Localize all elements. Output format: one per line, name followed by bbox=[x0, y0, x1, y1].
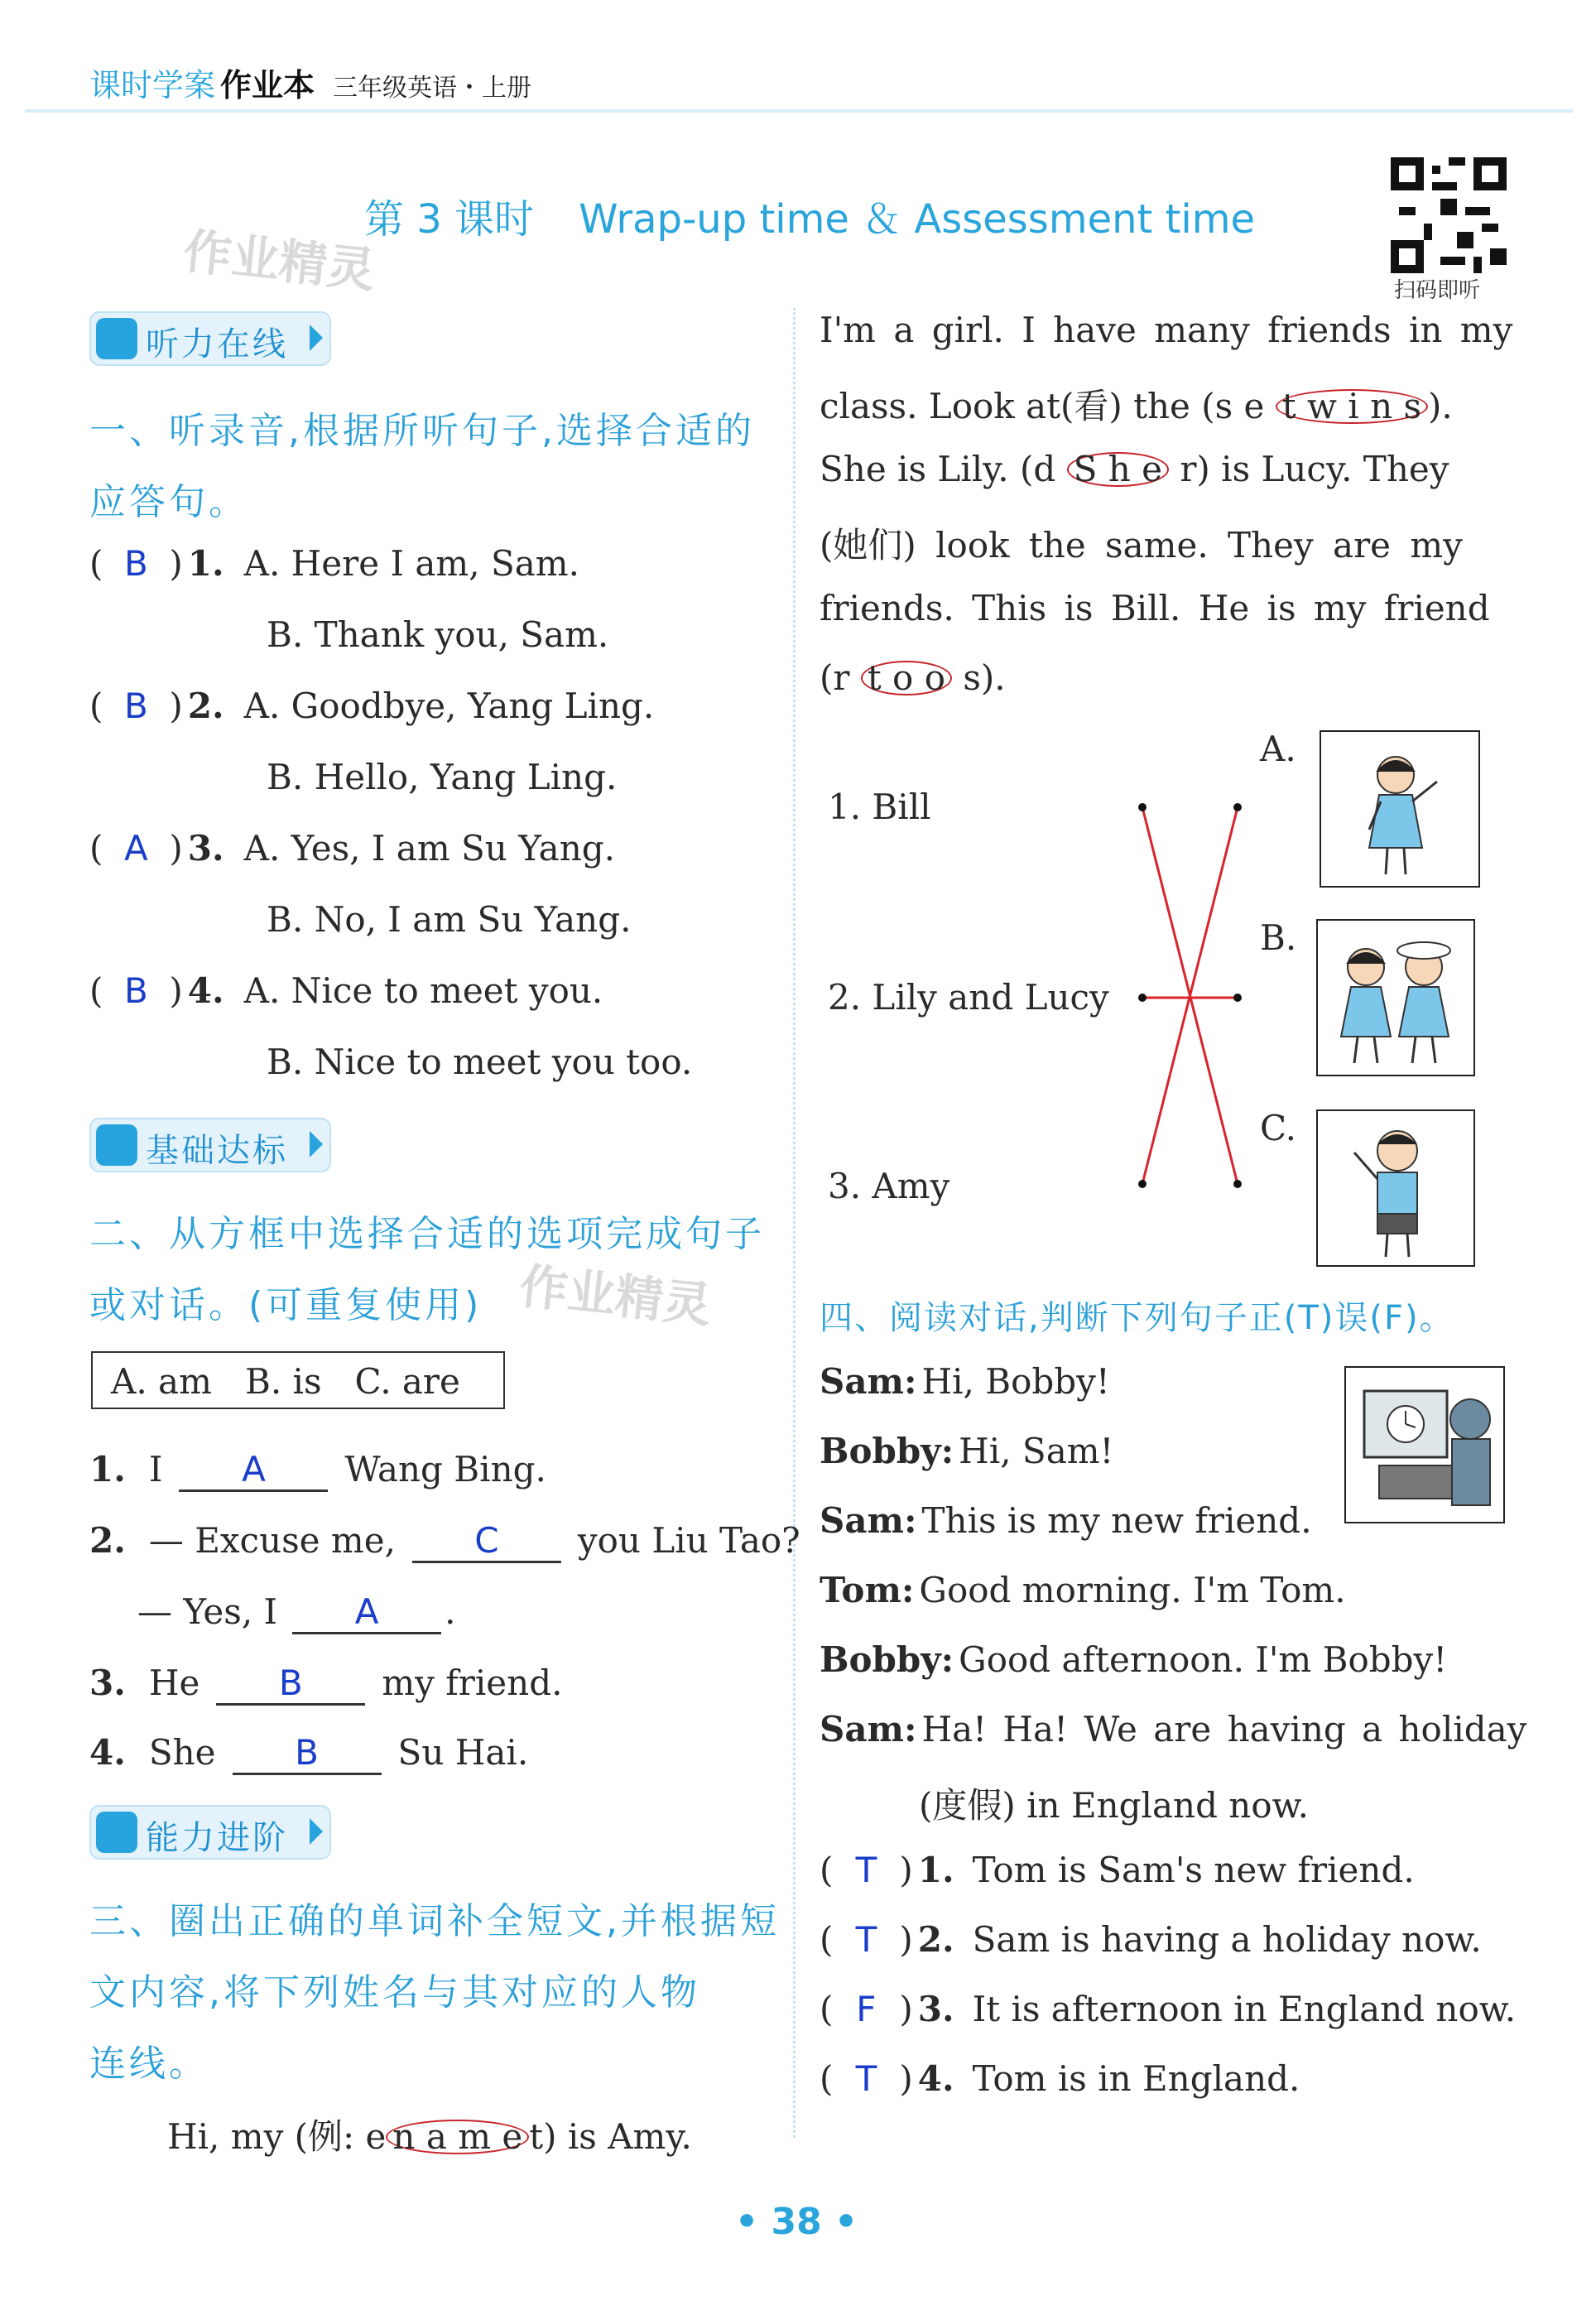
s4-item-2: ( T ) 2. Sam is having a holiday now. bbox=[820, 1919, 1482, 1960]
s2-q2b-post: . bbox=[445, 1591, 456, 1632]
s4-answer-2[interactable]: T bbox=[855, 1919, 877, 1960]
speech-1: Hi, Bobby! bbox=[921, 1361, 1110, 1402]
s1-num-1: 1. bbox=[187, 543, 224, 584]
s1-opt-b-1: B. Thank you, Sam. bbox=[267, 614, 609, 655]
s1-answer-2[interactable]: B bbox=[123, 686, 148, 726]
s1-item-1: ( B ) 1. A. Here I am, Sam. bbox=[89, 543, 579, 584]
dot-right: • bbox=[821, 2201, 858, 2243]
match-name-3: 3. Amy bbox=[828, 1166, 950, 1206]
s1-title-2: 应答句。 bbox=[89, 481, 248, 523]
brand-blue: 课时学案 bbox=[89, 67, 216, 103]
s2-q4-num: 4. bbox=[89, 1732, 126, 1773]
s1-opt-b-2: B. Hello, Yang Ling. bbox=[267, 757, 618, 797]
s4-num-2: 2. bbox=[917, 1919, 954, 1960]
speaker-2: Bobby: bbox=[820, 1431, 954, 1471]
picture-boy-bill bbox=[1316, 1109, 1475, 1267]
badge-advance-label: 能力进阶 bbox=[146, 1819, 288, 1857]
s2-q1 bbox=[89, 1449, 546, 1492]
s2-q2 bbox=[89, 1520, 800, 1563]
s1-opt-b-4: B. Nice to meet you too. bbox=[267, 1042, 693, 1082]
s2-q2-num: 2. bbox=[89, 1520, 126, 1561]
s2-q4-blank[interactable]: B bbox=[233, 1732, 382, 1775]
dot-left: • bbox=[735, 2201, 772, 2243]
s2-q2b-blank[interactable]: A bbox=[292, 1591, 441, 1634]
s3-title-2: 文内容,将下列姓名与其对应的人物 bbox=[89, 1971, 700, 2014]
s2-q1-blank[interactable]: A bbox=[179, 1449, 328, 1492]
s1-opt-a-3: A. Yes, I am Su Yang. bbox=[243, 828, 615, 869]
s1-opt-a-2: A. Goodbye, Yang Ling. bbox=[243, 686, 655, 726]
s3-r2-pre: class. Look at(看) the (s e bbox=[820, 386, 1276, 426]
s4-item-1: ( T ) 1. Tom is Sam's new friend. bbox=[820, 1850, 1415, 1890]
s4-num-1: 1. bbox=[917, 1850, 954, 1890]
match-option-c: C. bbox=[1260, 1108, 1296, 1148]
header-brand bbox=[89, 60, 531, 105]
s2-q4-pre: She bbox=[148, 1732, 216, 1773]
s2-q2-post: you Liu Tao? bbox=[577, 1520, 800, 1561]
picture-twins-lily-lucy bbox=[1316, 919, 1475, 1076]
s1-num-4: 4. bbox=[187, 970, 224, 1011]
dialog-line-2 bbox=[820, 1431, 1113, 1471]
s3-title-3: 连线。 bbox=[89, 2043, 209, 2085]
dialog-line-5 bbox=[820, 1639, 1447, 1680]
s3-r6-post: s). bbox=[951, 657, 1006, 698]
s2-q3-pre: He bbox=[148, 1663, 200, 1703]
s4-item-4: ( T ) 4. Tom is in England. bbox=[820, 2058, 1300, 2099]
lesson-name: Wrap-up time ＆ Assessment time bbox=[579, 196, 1256, 243]
s2-q4-post: Su Hai. bbox=[397, 1732, 529, 1773]
matching-lines[interactable] bbox=[1126, 795, 1258, 1192]
speaker-3: Sam: bbox=[820, 1500, 917, 1541]
s1-item-4: ( B ) 4. A. Nice to meet you. bbox=[89, 970, 603, 1011]
s3-passage-line-5: friends. This is Bill. He is my friend bbox=[820, 588, 1490, 628]
s3-passage-line-1: I'm a girl. I have many friends in my bbox=[820, 310, 1513, 350]
speech-5: Good afternoon. I'm Bobby! bbox=[959, 1639, 1448, 1680]
s1-num-3: 3. bbox=[187, 828, 224, 869]
watermark: 作业精灵 bbox=[180, 223, 378, 299]
s3-r3-post: r) is Lucy. They bbox=[1168, 449, 1449, 489]
speaker-6: Sam: bbox=[820, 1709, 917, 1749]
gear-icon bbox=[96, 1124, 137, 1166]
subject-label: 三年级英语・上册 bbox=[333, 74, 532, 103]
s3-r2-post: ). bbox=[1428, 386, 1453, 426]
s2-q1-num: 1. bbox=[89, 1449, 126, 1489]
s4-answer-4[interactable]: T bbox=[855, 2058, 877, 2099]
page-number-value: 38 bbox=[771, 2201, 822, 2243]
badge-advance bbox=[89, 1805, 331, 1860]
s2-q3-blank[interactable]: B bbox=[216, 1663, 365, 1706]
speaker-4: Tom: bbox=[820, 1570, 915, 1610]
s4-text-4: Tom is in England. bbox=[972, 2058, 1300, 2099]
s1-opt-a-1: A. Here I am, Sam. bbox=[243, 543, 579, 584]
s4-item-3: ( F ) 3. It is afternoon in England now. bbox=[820, 1989, 1517, 2029]
speech-6: Ha! Ha! We are having a holiday bbox=[921, 1709, 1527, 1749]
speaker-5: Bobby: bbox=[820, 1639, 954, 1680]
badge-basic bbox=[89, 1118, 331, 1172]
s4-text-1: Tom is Sam's new friend. bbox=[972, 1850, 1415, 1890]
match-option-b: B. bbox=[1260, 917, 1297, 958]
badge-basic-label: 基础达标 bbox=[146, 1132, 288, 1170]
speaker-1: Sam: bbox=[820, 1361, 917, 1402]
page-number bbox=[735, 2201, 858, 2243]
s2-option-box: A. am B. is C. are bbox=[91, 1351, 505, 1409]
s2-q3-post: my friend. bbox=[382, 1663, 563, 1703]
s4-text-2: Sam is having a holiday now. bbox=[972, 1919, 1482, 1960]
lesson-title bbox=[364, 187, 1255, 244]
s2-q3 bbox=[89, 1663, 562, 1706]
s3-r3-circled[interactable]: S h e bbox=[1067, 452, 1169, 487]
s2-title-1: 二、从方框中选择合适的选项完成句子 bbox=[89, 1213, 765, 1255]
s3-r3-pre: She is Lily. (d bbox=[820, 449, 1067, 489]
s3-r6-pre: (r bbox=[820, 657, 861, 698]
s3-passage-line-0 bbox=[167, 2110, 692, 2159]
dialog-line-6 bbox=[820, 1709, 1526, 1749]
column-divider bbox=[793, 308, 796, 2138]
s3-p1-circled[interactable]: n a m e bbox=[386, 2120, 529, 2154]
s1-opt-b-3: B. No, I am Su Yang. bbox=[267, 899, 632, 940]
s2-title-2: 或对话。(可重复使用) bbox=[89, 1284, 483, 1326]
s2-q3-num: 3. bbox=[89, 1663, 126, 1703]
s3-r6-circled[interactable]: t o o bbox=[861, 661, 952, 695]
match-name-2: 2. Lily and Lucy bbox=[828, 977, 1109, 1018]
speech-3: This is my new friend. bbox=[921, 1500, 1312, 1541]
speech-4: Good morning. I'm Tom. bbox=[919, 1570, 1346, 1610]
s1-item-3: ( A ) 3. A. Yes, I am Su Yang. bbox=[89, 828, 615, 869]
s3-passage-line-2 bbox=[820, 379, 1453, 429]
s3-passage-line-6 bbox=[820, 657, 1006, 698]
arrow-icon bbox=[310, 1818, 323, 1845]
s2-q4 bbox=[89, 1732, 528, 1775]
s1-title-1: 一、听录音,根据所听句子,选择合适的 bbox=[89, 410, 755, 452]
s1-item-2: ( B ) 2. A. Goodbye, Yang Ling. bbox=[89, 686, 655, 726]
s3-passage-line-4: (她们) look the same. They are my bbox=[820, 525, 1463, 565]
qr-caption: 扫码即听 bbox=[1394, 278, 1481, 303]
s3-title-1: 三、圈出正确的单词补全短文,并根据短 bbox=[89, 1900, 780, 1942]
running-icon bbox=[96, 1812, 137, 1853]
s4-answer-3[interactable]: F bbox=[856, 1989, 877, 2029]
s1-opt-a-4: A. Nice to meet you. bbox=[243, 970, 603, 1011]
s4-answer-1[interactable]: T bbox=[855, 1850, 877, 1890]
header-rule bbox=[25, 109, 1573, 113]
badge-listening-label: 听力在线 bbox=[146, 325, 288, 363]
s2-q2-pre: — Excuse me, bbox=[148, 1520, 396, 1561]
s4-title: 四、阅读对话,判断下列句子正(T)误(F)。 bbox=[820, 1299, 1454, 1337]
dialog-line-4 bbox=[820, 1570, 1346, 1610]
s3-r2-circled[interactable]: t w i n s bbox=[1276, 389, 1428, 424]
s4-text-3: It is afternoon in England now. bbox=[972, 1989, 1517, 2029]
s2-q2b bbox=[137, 1591, 456, 1634]
s3-p1-post: t) is Amy. bbox=[529, 2116, 692, 2157]
s2-q2-blank[interactable]: C bbox=[412, 1520, 561, 1563]
s2-q2b-pre: — Yes, I bbox=[137, 1591, 278, 1632]
s2-q1-pre: I bbox=[148, 1449, 163, 1489]
s3-passage-line-3 bbox=[820, 449, 1449, 489]
dialog-line-3 bbox=[820, 1500, 1312, 1541]
dialog-line-1 bbox=[820, 1361, 1110, 1402]
s3-p1-pre: Hi, my (例: e bbox=[167, 2116, 387, 2157]
match-option-a: A. bbox=[1260, 729, 1296, 769]
match-name-1: 1. Bill bbox=[828, 787, 931, 827]
s1-answer-4[interactable]: B bbox=[123, 970, 148, 1011]
s1-answer-3[interactable]: A bbox=[124, 828, 148, 869]
s2-q1-post: Wang Bing. bbox=[344, 1449, 546, 1489]
s4-num-3: 3. bbox=[917, 1989, 954, 2029]
brand-black: 作业本 bbox=[220, 67, 315, 103]
arrow-icon bbox=[310, 1131, 323, 1157]
s1-answer-1[interactable]: B bbox=[123, 543, 148, 584]
s1-num-2: 2. bbox=[187, 686, 224, 726]
watermark-2: 作业精灵 bbox=[517, 1258, 714, 1334]
picture-girl-amy bbox=[1320, 730, 1480, 888]
speech-2: Hi, Sam! bbox=[959, 1431, 1114, 1471]
qr-code[interactable] bbox=[1391, 157, 1507, 273]
badge-listening bbox=[89, 311, 331, 366]
dialog-line-7: (度假) in England now. bbox=[919, 1785, 1309, 1826]
arrow-icon bbox=[310, 325, 323, 351]
lesson-number: 第 3 课时 bbox=[364, 196, 535, 243]
picture-video-call bbox=[1344, 1366, 1505, 1523]
s4-num-4: 4. bbox=[917, 2058, 954, 2099]
person-icon bbox=[96, 318, 137, 359]
